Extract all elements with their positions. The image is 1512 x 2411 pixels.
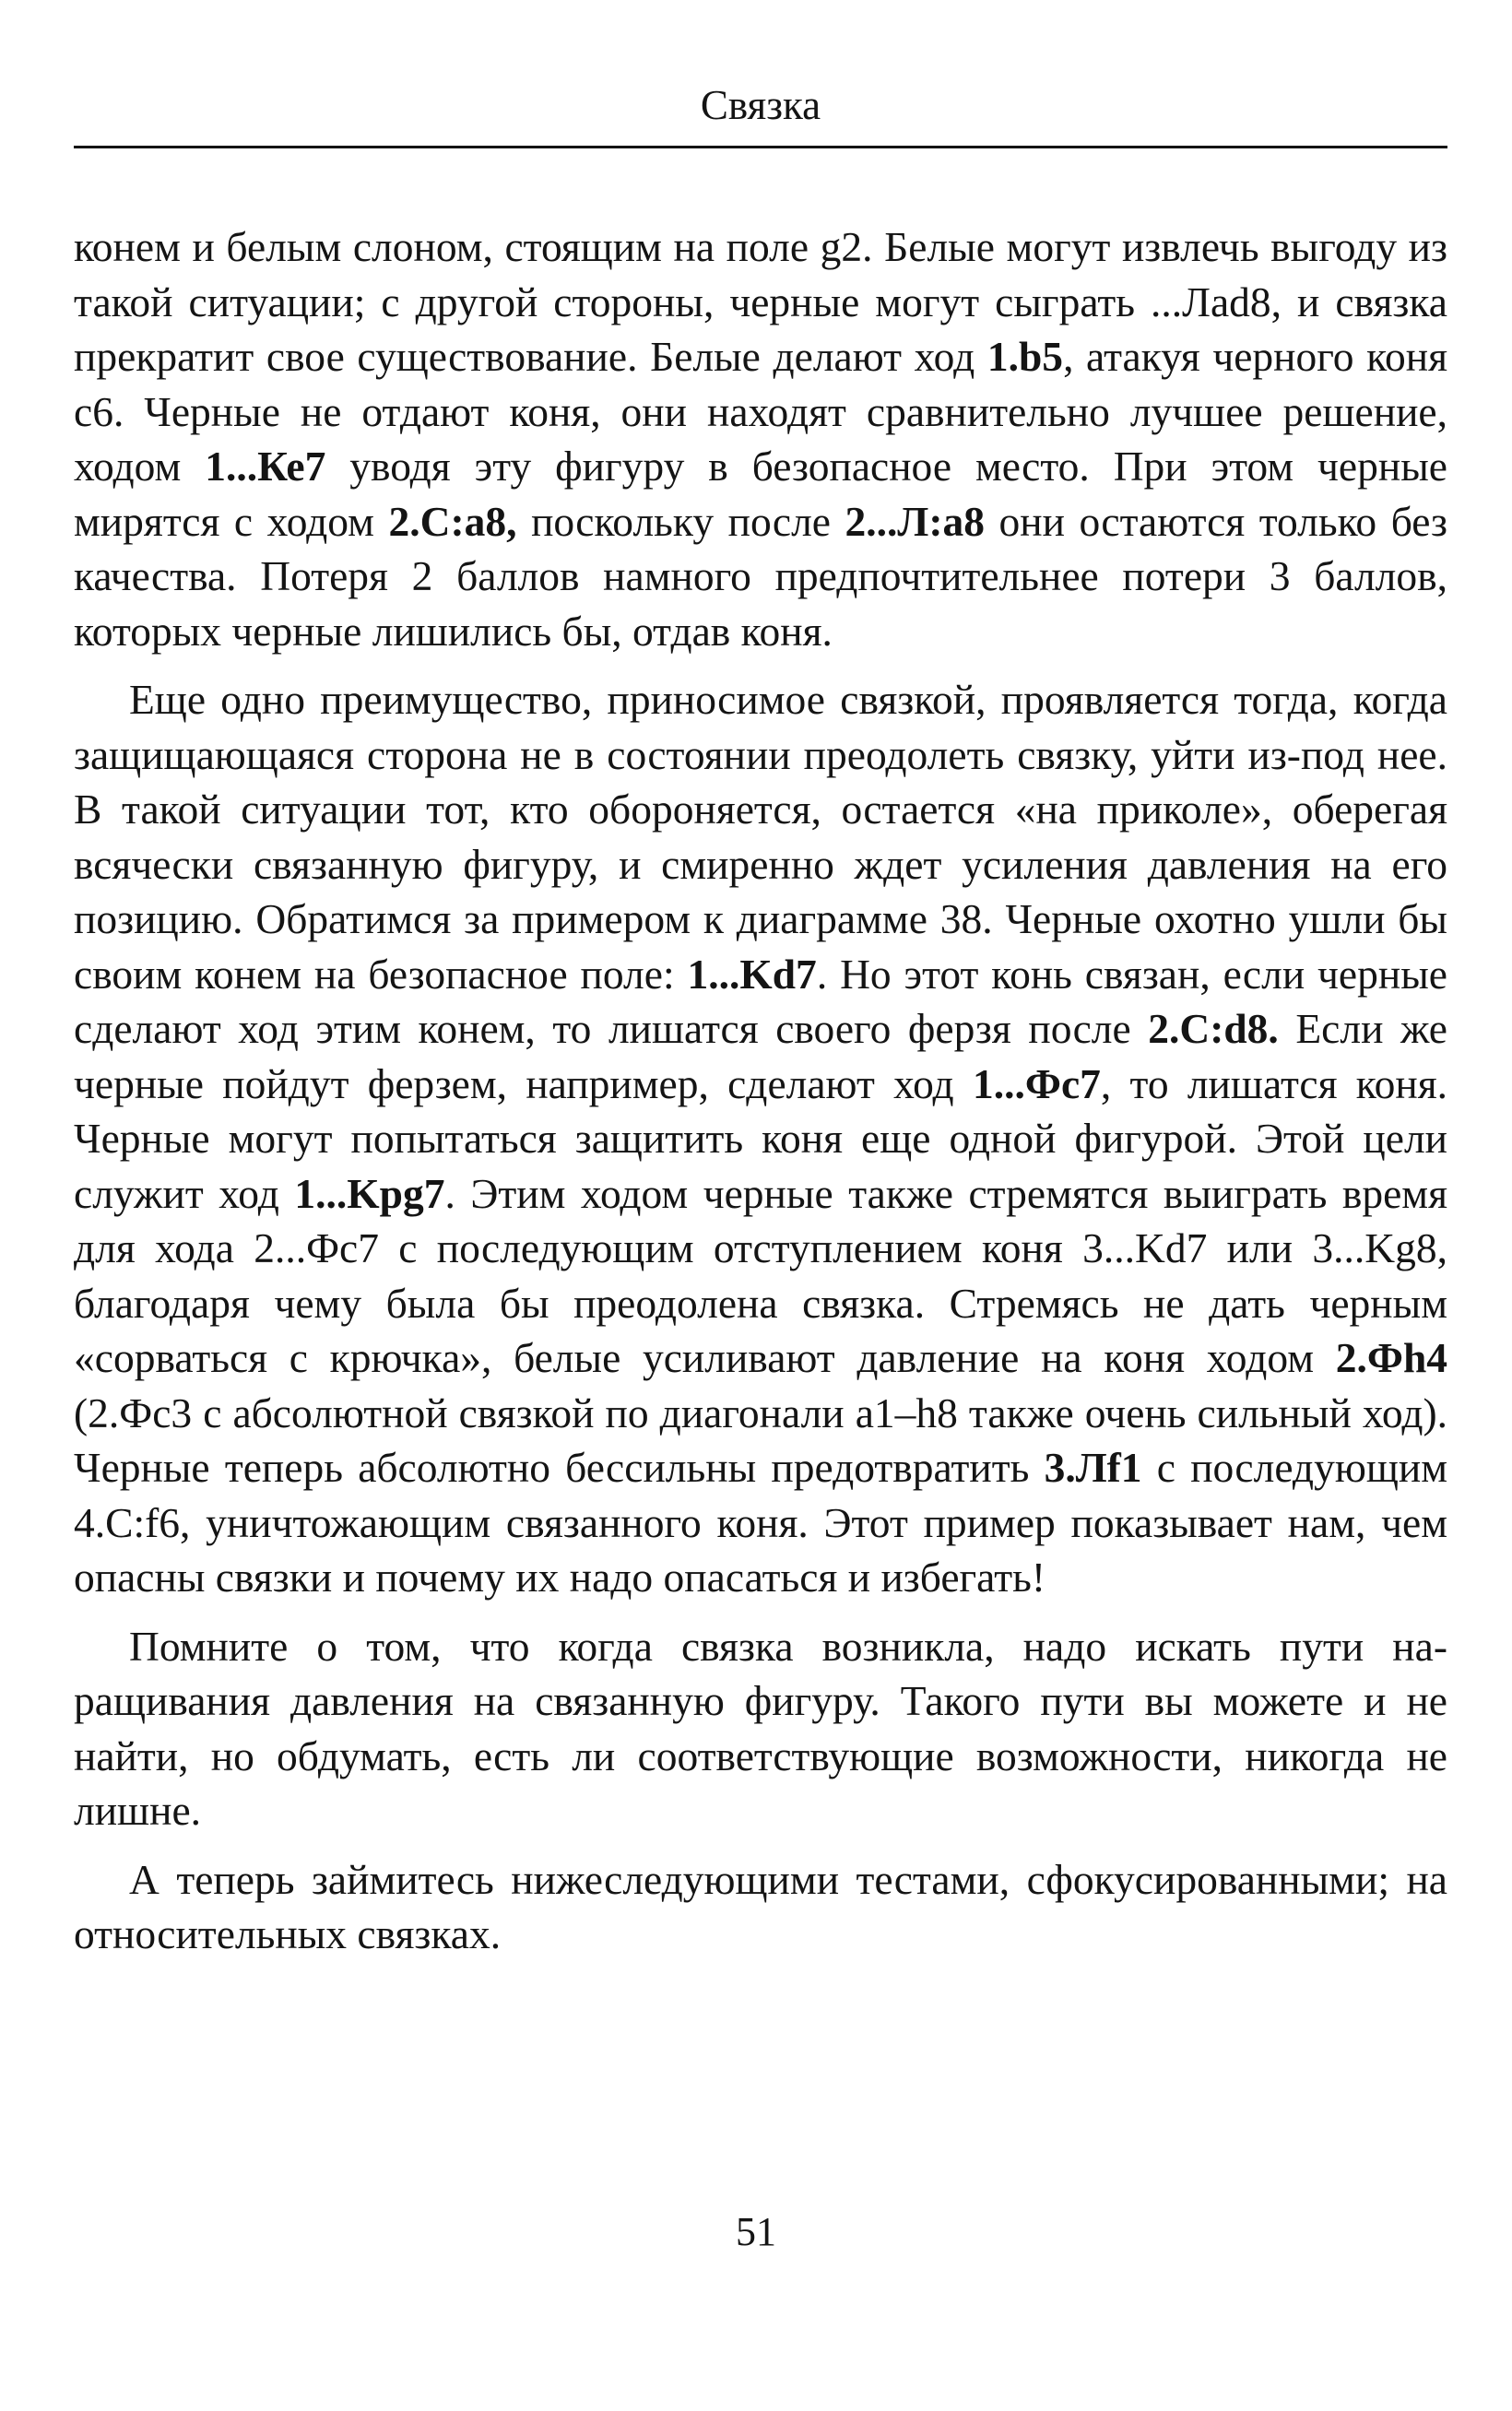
text-run: Еще одно преимущество, приносимое связкой, проявляется тогда, когда защищающаяся сторона не в состоянии преодолеть связку, уйти из-под нее. В такой ситуации тот, кто обороняется, остается «на приколе», оберегая всячески связанную фигуру, и смиренно ждет усиления давления на его позицию. Обратимся за примером к диаграмме 38. Черные охотно ушли бы своим конем на безопасное поле: <box>74 676 1447 998</box>
paragraph <box>74 672 1447 1605</box>
paragraph <box>74 1852 1447 1962</box>
chess-move: 1.b5 <box>986 333 1064 380</box>
paragraph <box>74 219 1447 658</box>
page-number: 51 <box>736 2209 776 2254</box>
text-run: А теперь займитесь нижеследующими тестами, сфокусированными; на относительных связках. <box>74 1855 1447 1957</box>
text-run: Если же черные пойдут ферзем, например, сделают ход <box>74 1005 1448 1107</box>
chess-move: 1...Фс7 <box>972 1059 1101 1107</box>
text-run: они остаются только без качества. Потеря 2 баллов намного предпочтительнее потери 3 баллов, которых черные лишились бы, отдав коня. <box>74 497 1447 655</box>
text-run: , то лишатся коня. Черные могут попытаться защитить коня еще одной фигурой. Этой цели служит ход <box>74 1059 1447 1217</box>
text-run: (2.Фс3 с абсолютной связкой по диагонали a1–h8 также очень сильный ход). Черные теперь абсолютно бессильны предотвратить <box>74 1389 1447 1491</box>
text-run: , атакуя черного коня с6. Черные не отдают коня, они находят сравнительно лучшее решение, ходом <box>74 333 1447 490</box>
text-run: с последующим 4.С:f6, уничтожающим связанного коня. Этот пример показывает нам, чем опасны связки и почему их надо опасаться и избегать! <box>74 1444 1447 1601</box>
chess-move: 2.С:d8. <box>1148 1005 1279 1052</box>
chess-move: 2.Фh4 <box>1335 1334 1447 1381</box>
chess-move: 1...Kpg7 <box>294 1169 445 1217</box>
paragraph <box>74 1619 1447 1838</box>
running-title: Связка <box>700 82 821 128</box>
header-rule <box>74 146 1447 148</box>
text-run: уводя эту фигуру в безопасное место. При этом черные мирятся с ходом <box>74 443 1447 545</box>
text-run: . Этим ходом черные также стремятся выиграть время для хода 2...Фс7 с последующим отступлением коня 3...Kd7 или 3...Kg8, благодаря чему была бы преодолена связка. Стремясь не дать черным «сорваться с крючка», белые усиливают давление на коня ходом <box>74 1169 1448 1381</box>
chess-move: 1...Ке7 <box>205 443 326 490</box>
body-text <box>74 219 1447 1976</box>
text-run: поскольку после <box>516 497 845 545</box>
page-header <box>74 74 1447 149</box>
text-run: конем и белым слоном, стоящим на поле g2. Белые могут извлечь выгоду из такой ситуации; с другой стороны, черные могут сыграть ...Лad8, и связка прекратит свое существование. Белые делают ход <box>74 223 1447 380</box>
text-run: Помните о том, что когда связка возникла, надо искать пути наращивания давления на связанную фигуру. Такого пути вы можете и не найти, но обдумать, есть ли соответствующие возможности, никогда не лишне. <box>74 1622 1447 1834</box>
chess-move: 1...Kd7 <box>687 950 817 998</box>
text-run: . Но этот конь связан, если черные сделают ход этим конем, то лишатся своего ферзя после <box>74 950 1447 1052</box>
chess-move: 2...Л:а8 <box>845 497 985 545</box>
chess-move: 2.С:а8, <box>388 497 517 545</box>
chess-move: 3.Лf1 <box>1044 1444 1142 1491</box>
